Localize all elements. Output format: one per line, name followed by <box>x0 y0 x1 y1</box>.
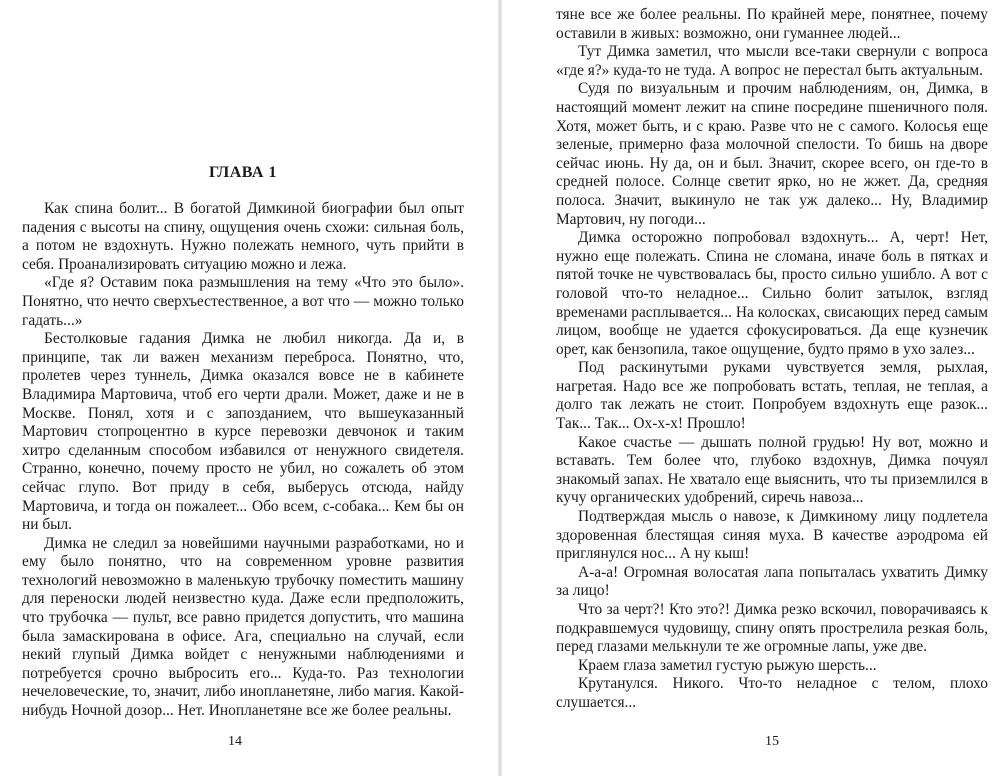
paragraph: Под раскинутыми руками чувствуется земля, рыхлая, нагретая. Надо все же попробовать встать, теплая, не теплая, а долго так лежать не стоит. Попробуем вздохнуть еще разок... Так... Так... Ох-х-х! Прошло! <box>556 359 988 433</box>
chapter-title: ГЛАВА 1 <box>209 164 277 181</box>
page-number-left: 14 <box>228 734 242 749</box>
paragraph-continuation: тяне все же более реальны. По крайней мере, понятнее, почему оставили в живых: возможно, они гуманнее людей... <box>556 6 988 42</box>
right-page <box>500 0 1000 776</box>
paragraph: Какое счастье — дышать полной грудью! Ну вот, можно и вставать. Тем более что, глубоко вздохнув, Димка почуял знакомый запах. Не хватало еще выяснить, что ты приземлился в кучу органических удобрений, сиречь навоза... <box>556 433 988 507</box>
paragraph: Димка не следил за новейшими научными разработками, но и ему было понятно, что на современном уровне развития технологий невозможно в маленькую трубочку поместить машину для переноски людей неизвестно куда. Даже если предположить, что трубочка — пульт, все равно придется допустить, что машина была замаскирована в офисе. Ага, специально на случай, если некий глупый Димка войдет с ненужными наблюдениями и потребуется срочно выбросить его... Куда-то. Раз технологии нечеловеческие, то, значит, либо инопланетяне, либо магия. Какой-нибудь Ночной дозор... Нет. Инопланетяне все же более реальны. <box>22 534 464 720</box>
paragraph: Димка осторожно попробовал вздохнуть... А, черт! Нет, нужно еще полежать. Спина не сломана, иначе боль в пятках и пятой точке не чувствовалась бы, просто сильно ушибло. А вот с головой что-то неладное... Сильно болит затылок, взгляд временами расплывается... На колосках, свисающих перед самым лицом, вообще не удается сфокусироваться. Да еще кузнечик орет, как бензопила, такое ощущение, будто прямо в ухо залез... <box>556 229 988 358</box>
paragraph: А-а-а! Огромная волосатая лапа попыталась ухватить Димку за лицо! <box>556 563 988 600</box>
paragraph: Судя по визуальным и прочим наблюдениям, он, Димка, в настоящий момент лежит на спине посредине пшеничного поля. Хотя, может быть, и с краю. Разве что не с самого. Колосья еще зеленые, примерно фаза молочной спелости. То бишь на дворе сейчас июнь. Ну да, он и был. Значит, скорее всего, он где-то в средней полосе. Солнце светит ярко, но не жжет. Да, средняя полоса. Значит, выкинуло не так уж далеко... Ну, Владимир Мартович, ну погоди... <box>556 80 988 228</box>
paragraph: Как спина болит... В богатой Димкиной биографии был опыт падения с высоты на спину, ощущения очень схожи: сильная боль, а потом не вздохнуть. Нужно полежать немного, чуть прийти в себя. Проанализировать ситуацию можно и лежа. <box>22 200 464 273</box>
paragraph: Крутанулся. Никого. Что-то неладное с телом, плохо слушается... <box>556 675 988 711</box>
paragraph: «Где я? Оставим пока размышления на тему «Что это было». Понятно, что нечто сверхъестественное, а вот что — можно только гадать...» <box>22 274 464 329</box>
right-page-text <box>556 6 988 713</box>
page-number-right: 15 <box>765 734 779 749</box>
left-page-text <box>22 200 464 721</box>
paragraph: Тут Димка заметил, что мысли все-таки свернули с вопроса «где я?» куда-то не туда. А вопрос не перестал быть актуальным. <box>556 43 988 79</box>
paragraph: Бестолковые гадания Димка не любил никогда. Да и, в принципе, так ли важен механизм переброса. Понятно, что, пролетев через туннель, Димка оказался вовсе не в кабинете Владимира Мартовича, чтоб его черти драли. Может, даже и не в Москве. Понял, хотя и с запозданием, что вышеуказанный Мартович стопроцентно в курсе перевозки девчонок и таким хитро сделанным способом избавился от ненужного свидетеля. Странно, конечно, почему просто не убил, но сожалеть об этом сейчас глупо. Вот приду в себя, выберусь отсюда, найду Мартовича, и тогда он пожалеет... Обо всем, с-собака... Кем бы он ни был. <box>22 330 464 534</box>
paragraph: Подтверждая мысль о навозе, к Димкиному лицу подлетела здоровенная блестящая синяя муха. В качестве аэродрома ей приглянулся нос... А ну кыш! <box>556 508 988 563</box>
paragraph: Краем глаза заметил густую рыжую шерсть... <box>578 656 877 674</box>
paragraph: Что за черт?! Кто это?! Димка резко вскочил, поворачиваясь к подкравшемуся чудовищу, спину опять прострелила резкая боль, перед глазами мелькнули те же огромные лапы, уже две. <box>556 601 988 656</box>
